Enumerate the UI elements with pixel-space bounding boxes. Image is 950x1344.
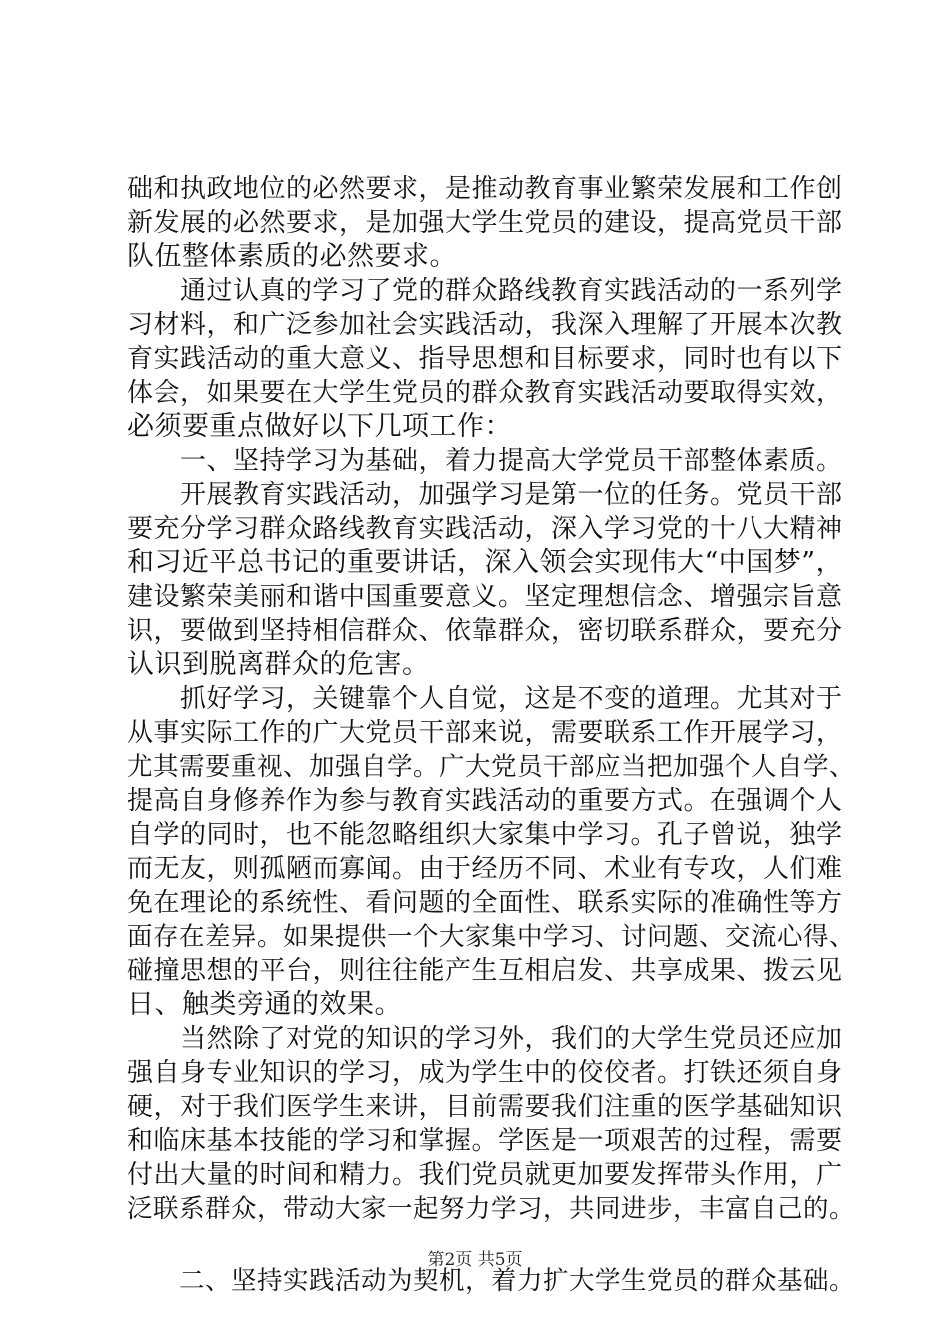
text-line: 免在理论的系统性、看问题的全面性、联系实际的准确性等方 <box>127 888 843 918</box>
text-line: 面存在差异。如果提供一个大家集中学习、讨问题、交流心得、 <box>127 922 856 952</box>
text-line: 付出大量的时间和精力。我们党员就更加要发挥带头作用，广 <box>127 1160 843 1190</box>
text-line: 队伍整体素质的必然要求。 <box>127 241 457 272</box>
text-line: 泛联系群众，带动大家一起努力学习，共同进步，丰富自己的。 <box>127 1194 856 1224</box>
text-line: 和临床基本技能的学习和掌握。学医是一项艰苦的过程，需要 <box>127 1126 843 1156</box>
text-line: 新发展的必然要求，是加强大学生党员的建设，提高党员干部 <box>127 208 843 238</box>
text-line: 强自身专业知识的学习，成为学生中的佼佼者。打铁还须自身 <box>127 1058 843 1088</box>
text-line: 提高自身修养作为参与教育实践活动的重要方式。在强调个人 <box>127 786 843 816</box>
text-line: 和习近平总书记的重要讲话，深入领会实现伟大“中国梦”， <box>127 547 844 578</box>
text-line: 尤其需要重视、加强自学。广大党员干部应当把加强个人自学、 <box>127 752 856 782</box>
page-footer: 第2页 共5页 <box>427 1250 523 1270</box>
text-line: 认识到脱离群众的危害。 <box>127 649 430 680</box>
text-line: 开展教育实践活动，加强学习是第一位的任务。党员干部 <box>127 480 843 510</box>
text-line: 必须要重点做好以下几项工作： <box>127 411 512 442</box>
text-line: 习材料，和广泛参加社会实践活动，我深入理解了开展本次教 <box>127 310 843 340</box>
text-line: 体会，如果要在大学生党员的群众教育实践活动要取得实效， <box>127 378 843 408</box>
text-line: 础和执政地位的必然要求，是推动教育事业繁荣发展和工作创 <box>127 174 843 204</box>
text-line: 硬，对于我们医学生来讲，目前需要我们注重的医学基础知识 <box>127 1092 843 1122</box>
text-line: 建设繁荣美丽和谐中国重要意义。坚定理想信念、增强宗旨意 <box>127 582 843 612</box>
text-line: 当然除了对党的知识的学习外，我们的大学生党员还应加 <box>127 1024 843 1054</box>
text-line: 碰撞思想的平台，则往往能产生互相启发、共享成果、拨云见 <box>127 956 843 986</box>
text-line: 从事实际工作的广大党员干部来说，需要联系工作开展学习， <box>127 718 843 748</box>
text-line: 通过认真的学习了党的群众路线教育实践活动的一系列学 <box>127 276 843 306</box>
text-line: 抓好学习，关键靠个人自觉，这是不变的道理。尤其对于 <box>127 684 843 714</box>
text-line: 要充分学习群众路线教育实践活动，深入学习党的十八大精神 <box>127 514 843 544</box>
text-line: 日、触类旁通的效果。 <box>127 989 402 1020</box>
text-line: 识，要做到坚持相信群众、依靠群众，密切联系群众，要充分 <box>127 616 843 646</box>
section-heading-two: 二、坚持实践活动为契机，着力扩大学生党员的群众基础。 <box>127 1266 856 1296</box>
body-text <box>127 172 855 1298</box>
text-line: 自学的同时，也不能忽略组织大家集中学习。孔子曾说，独学 <box>127 820 843 850</box>
section-heading-one: 一、坚持学习为基础，着力提高大学党员干部整体素质。 <box>127 446 843 476</box>
text-line: 育实践活动的重大意义、指导思想和目标要求，同时也有以下 <box>127 344 843 374</box>
text-line: 而无友，则孤陋而寡闻。由于经历不同、术业有专攻，人们难 <box>127 854 843 884</box>
